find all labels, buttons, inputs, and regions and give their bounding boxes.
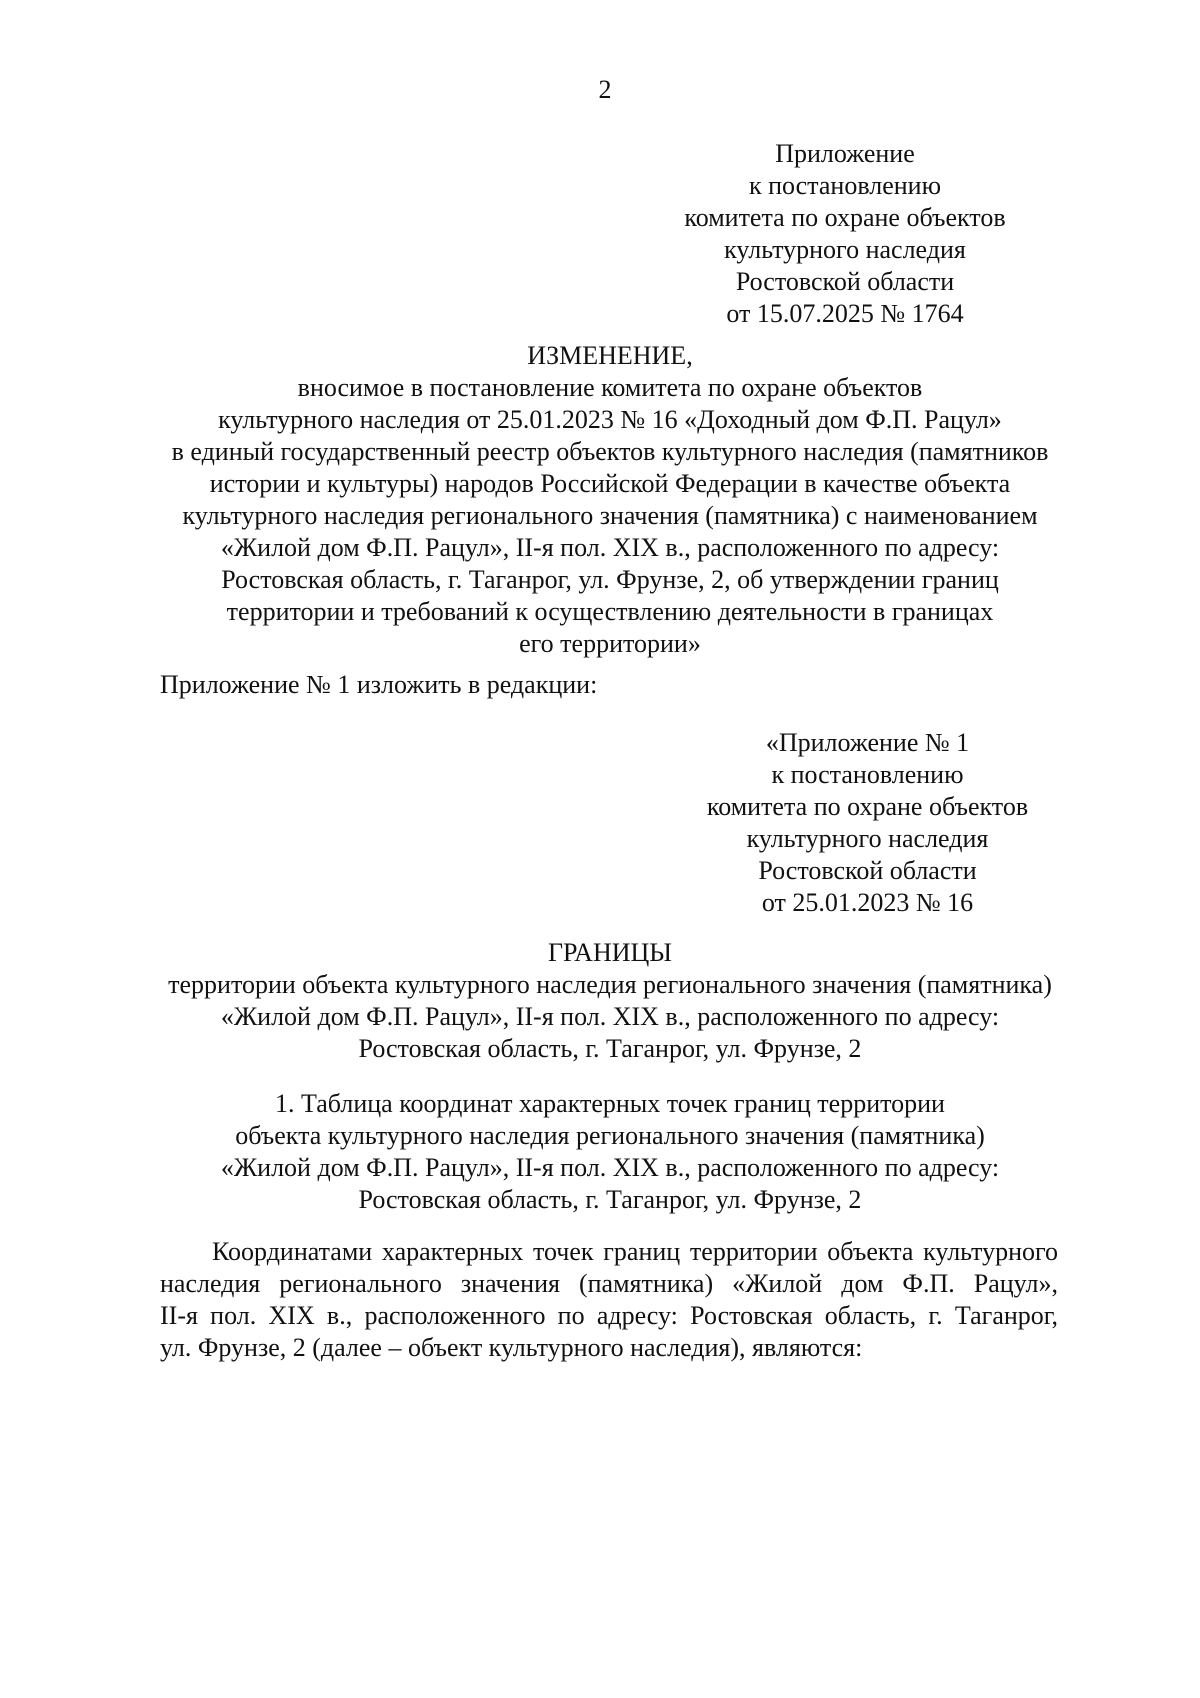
change-heading-line: культурного наследия регионального значения (памятника) с наименованием bbox=[182, 501, 1038, 530]
table-heading-line: объекта культурного наследия регионального значения (памятника) bbox=[235, 1121, 985, 1150]
appendix-1-header-line: культурного наследия bbox=[746, 824, 989, 853]
table-heading-line: Ростовская область, г. Таганрог, ул. Фрунзе, 2 bbox=[358, 1185, 862, 1214]
appendix-1-header-line: «Приложение № 1 bbox=[765, 728, 970, 757]
paragraph-line: Координатами характерных точек границ территории объекта культурного bbox=[212, 1237, 1058, 1266]
change-heading-title: ИЗМЕНЕНИЕ, bbox=[527, 341, 693, 370]
change-heading-line: Ростовская область, г. Таганрог, ул. Фрунзе, 2, об утверждении границ bbox=[221, 565, 999, 594]
appendix-header-line: культурного наследия bbox=[724, 235, 966, 264]
change-heading-line: культурного наследия от 25.01.2023 № 16 «Доходный дом Ф.П. Рацул» bbox=[218, 405, 1002, 434]
boundaries-heading-line: территории объекта культурного наследия регионального значения (памятника) bbox=[168, 970, 1052, 999]
change-heading-line: вносимое в постановление комитета по охране объектов bbox=[297, 373, 923, 402]
boundaries-heading-line: «Жилой дом Ф.П. Рацул», II-я пол. XIX в., расположенного по адресу: bbox=[220, 1002, 1000, 1031]
boundaries-heading bbox=[160, 937, 1060, 1065]
change-heading-line: территории и требований к осуществлению деятельности в границах bbox=[226, 597, 994, 626]
table-heading-line: «Жилой дом Ф.П. Рацул», II-я пол. XIX в., расположенного по адресу: bbox=[220, 1153, 1000, 1182]
change-heading-line: его территории» bbox=[519, 629, 701, 658]
paragraph-line: ул. Фрунзе, 2 (далее – объект культурного наследия), являются: bbox=[160, 1333, 863, 1362]
change-heading bbox=[160, 340, 1060, 660]
appendix-1-header-line: к постановлению bbox=[771, 760, 964, 789]
appendix-1-header-line: от 25.01.2023 № 16 bbox=[761, 888, 974, 917]
appendix-1-header-line: комитета по охране объектов bbox=[706, 792, 1029, 821]
coordinates-table-heading bbox=[160, 1088, 1060, 1216]
instruction-text: Приложение № 1 изложить в редакции: bbox=[160, 670, 598, 699]
change-heading-line: «Жилой дом Ф.П. Рацул», II-я пол. XIX в., расположенного по адресу: bbox=[220, 533, 1000, 562]
appendix-header-line: комитета по охране объектов bbox=[684, 203, 1006, 232]
appendix-header bbox=[680, 138, 1010, 330]
appendix-header-line: от 15.07.2025 № 1764 bbox=[726, 299, 964, 328]
boundaries-heading-title: ГРАНИЦЫ bbox=[548, 938, 672, 967]
table-heading-line: 1. Таблица координат характерных точек границ территории bbox=[275, 1089, 945, 1118]
page-number: 2 bbox=[598, 75, 612, 104]
change-heading-line: в единый государственный реестр объектов культурного наследия (памятников bbox=[171, 437, 1049, 466]
paragraph-line: II-я пол. XIX в., расположенного по адресу: Ростовская область, г. Таганрог, bbox=[160, 1301, 1058, 1330]
appendix-header-line: к постановлению bbox=[748, 171, 942, 200]
appendix-header-line: Приложение bbox=[775, 139, 915, 168]
change-heading-line: истории и культуры) народов Российской Федерации в качестве объекта bbox=[209, 469, 1011, 498]
appendix-1-header bbox=[700, 727, 1035, 919]
appendix-header-line: Ростовской области bbox=[735, 267, 955, 296]
body-paragraph bbox=[160, 1236, 1058, 1364]
boundaries-heading-line: Ростовская область, г. Таганрог, ул. Фрунзе, 2 bbox=[358, 1034, 862, 1063]
appendix-1-header-line: Ростовской области bbox=[758, 856, 977, 885]
paragraph-line: наследия регионального значения (памятника) «Жилой дом Ф.П. Рацул», bbox=[160, 1269, 1058, 1298]
